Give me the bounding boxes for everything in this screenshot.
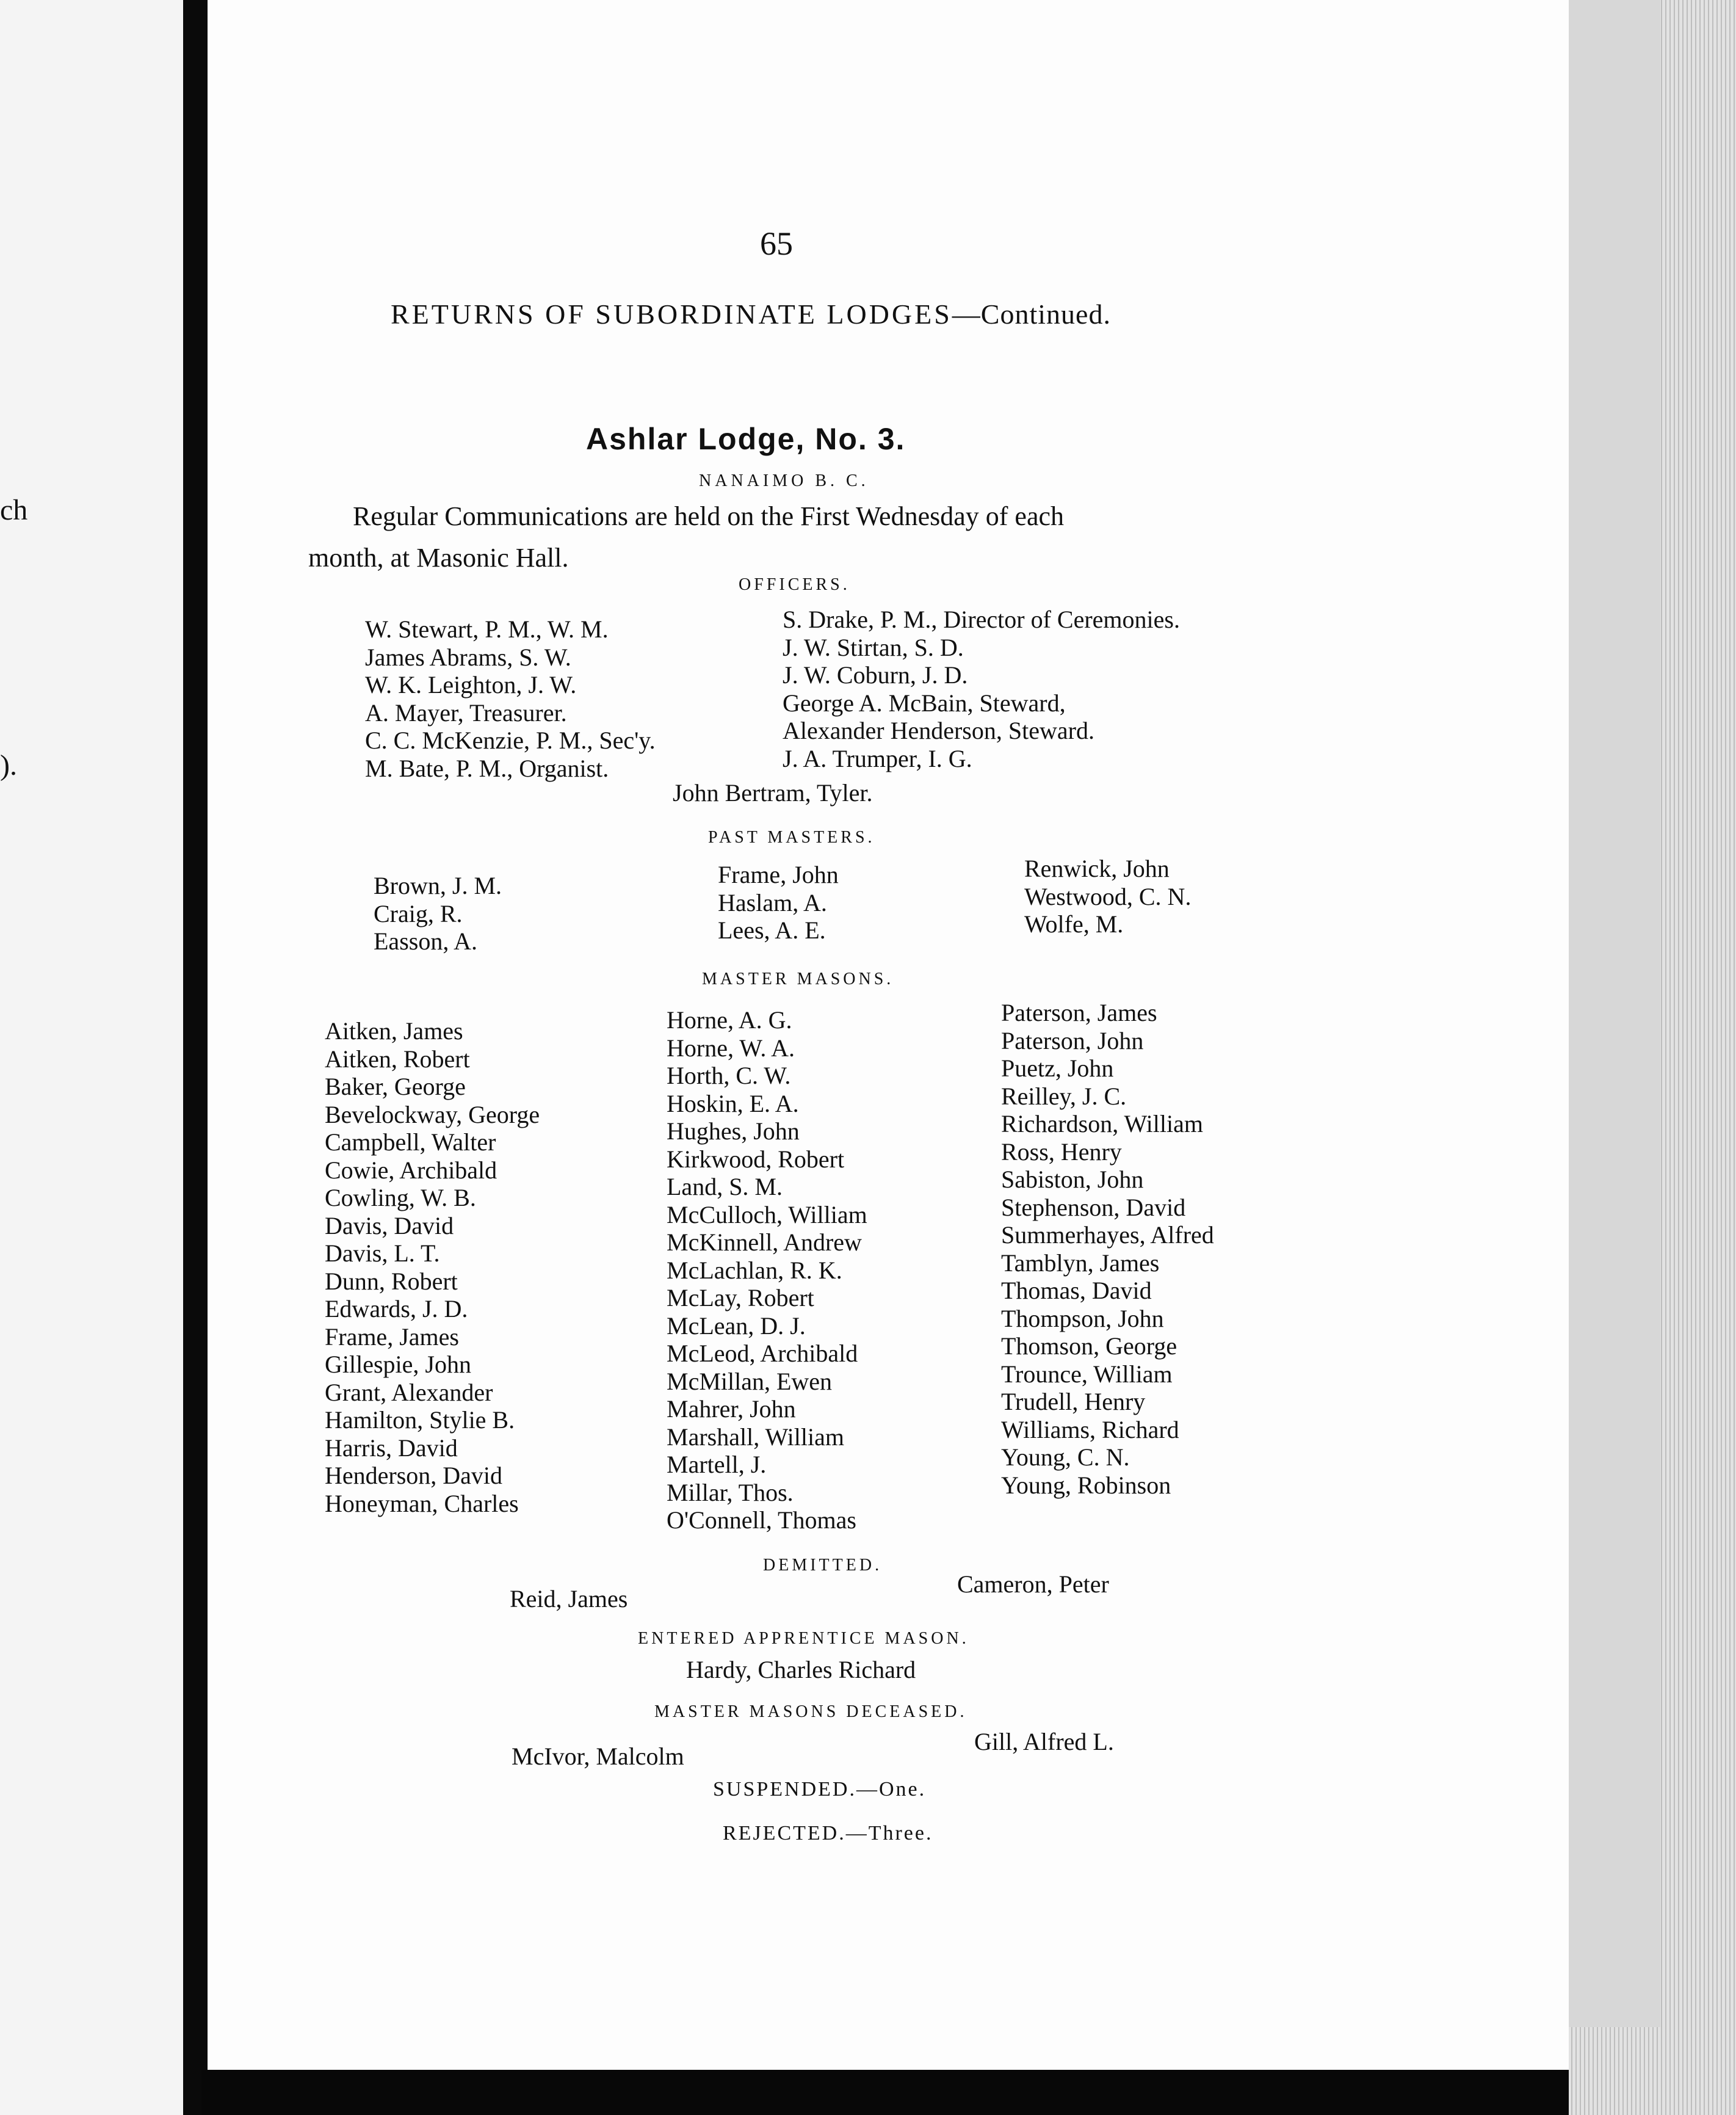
master-masons-column	[325, 1017, 540, 1517]
master-mason-name: Hamilton, Stylie B.	[325, 1406, 515, 1434]
master-mason-name: Henderson, David	[325, 1462, 503, 1489]
lodge-location: NANAIMO B. C.	[699, 471, 869, 490]
master-mason-name: Ross, Henry	[1001, 1137, 1122, 1166]
master-mason-name: Bevelockway, George	[325, 1100, 540, 1128]
left-page-fragment: ).	[0, 749, 17, 782]
entered-apprentice-heading: ENTERED APPRENTICE MASON.	[638, 1629, 969, 1648]
master-mason-name: Hoskin, E. A.	[667, 1089, 799, 1117]
master-mason-name: O'Connell, Thomas	[667, 1506, 856, 1534]
suspended-note: SUSPENDED.—One.	[713, 1778, 927, 1801]
communications-text: month, at Masonic Hall.	[308, 543, 569, 573]
master-mason-name: Cowling, W. B.	[325, 1184, 476, 1211]
officer-name: Alexander Henderson, Steward.	[783, 717, 1094, 744]
master-mason-name: McCulloch, William	[667, 1200, 867, 1228]
past-master-name: Craig, R.	[374, 899, 463, 927]
left-page-fragment: ch	[0, 494, 28, 526]
master-mason-name: McLean, D. J.	[667, 1311, 806, 1340]
master-mason-name: Paterson, John	[1001, 1026, 1144, 1054]
master-mason-name: Sabiston, John	[1001, 1166, 1144, 1193]
page-number: 65	[760, 225, 793, 262]
master-masons-heading: MASTER MASONS.	[702, 970, 894, 989]
scan-bottom-border	[201, 2070, 1569, 2115]
master-mason-name: Kirkwood, Robert	[667, 1145, 845, 1173]
demitted-name: Cameron, Peter	[957, 1570, 1109, 1598]
officer-name: S. Drake, P. M., Director of Ceremonies.	[783, 606, 1180, 633]
past-master-name: Renwick, John	[1024, 855, 1170, 882]
master-mason-name: Trudell, Henry	[1001, 1388, 1146, 1415]
master-mason-name: Summerhayes, Alfred	[1001, 1221, 1214, 1249]
master-mason-name: McMillan, Ewen	[667, 1367, 833, 1395]
officer-name: W. K. Leighton, J. W.	[365, 671, 577, 698]
master-mason-name: Baker, George	[325, 1073, 466, 1100]
master-mason-name: Tamblyn, James	[1001, 1249, 1160, 1277]
master-mason-name: Grant, Alexander	[325, 1378, 493, 1406]
officer-tyler: John Bertram, Tyler.	[673, 779, 873, 807]
master-mason-name: Honeyman, Charles	[325, 1489, 519, 1517]
past-master-name: Lees, A. E.	[718, 916, 826, 944]
master-mason-name: Campbell, Walter	[325, 1128, 496, 1156]
master-mason-name: McKinnell, Andrew	[667, 1228, 862, 1256]
officers-right-column	[783, 606, 1180, 772]
master-mason-name: Thomas, David	[1001, 1277, 1152, 1304]
master-mason-name: Land, S. M.	[667, 1173, 783, 1200]
demitted-heading: DEMITTED.	[763, 1556, 883, 1575]
master-mason-name: Horne, W. A.	[667, 1034, 795, 1062]
master-mason-name: Stephenson, David	[1001, 1193, 1186, 1221]
officers-heading: OFFICERS.	[739, 575, 850, 594]
past-master-name: Frame, John	[718, 861, 839, 888]
officer-name: M. Bate, P. M., Organist.	[365, 754, 609, 782]
running-head-main: RETURNS OF SUBORDINATE LODGES	[391, 299, 952, 330]
master-mason-name: Gillespie, John	[325, 1351, 471, 1378]
officer-name: J. A. Trumper, I. G.	[783, 744, 972, 772]
book-spine	[183, 0, 208, 2115]
officer-name: W. Stewart, P. M., W. M.	[365, 615, 609, 643]
past-master-name: Easson, A.	[374, 927, 477, 955]
page-edge-inner	[1569, 0, 1660, 2027]
officer-name: J. W. Stirtan, S. D.	[783, 633, 964, 661]
master-mason-name: Aitken, Robert	[325, 1045, 470, 1073]
master-mason-name: Young, C. N.	[1001, 1443, 1130, 1471]
past-masters-column	[718, 861, 839, 945]
master-mason-name: Davis, L. T.	[325, 1239, 440, 1267]
left-page	[0, 0, 189, 2115]
deceased-heading: MASTER MASONS DECEASED.	[654, 1702, 967, 1721]
past-master-name: Haslam, A.	[718, 888, 827, 916]
officers-left-column	[365, 615, 656, 782]
entered-apprentice-name: Hardy, Charles Richard	[686, 1656, 916, 1683]
master-mason-name: Williams, Richard	[1001, 1415, 1179, 1443]
deceased-name: McIvor, Malcolm	[512, 1743, 684, 1770]
master-mason-name: McLachlan, R. K.	[667, 1256, 842, 1284]
master-mason-name: Thompson, John	[1001, 1304, 1164, 1332]
master-mason-name: Young, Robinson	[1001, 1471, 1171, 1499]
past-masters-column	[1024, 855, 1191, 938]
master-mason-name: Reilley, J. C.	[1001, 1082, 1127, 1110]
deceased-name: Gill, Alfred L.	[974, 1728, 1114, 1755]
rejected-note: REJECTED.—Three.	[723, 1822, 933, 1845]
communications-text: Regular Communications are held on the First Wednesday of each	[353, 501, 1065, 531]
master-mason-name: Davis, David	[325, 1211, 454, 1239]
master-mason-name: Hughes, John	[667, 1117, 800, 1145]
master-mason-name: Harris, David	[325, 1434, 458, 1462]
officer-name: C. C. McKenzie, P. M., Sec'y.	[365, 727, 656, 754]
officer-name: A. Mayer, Treasurer.	[365, 698, 567, 727]
master-mason-name: McLeod, Archibald	[667, 1340, 858, 1367]
past-master-name: Brown, J. M.	[374, 872, 502, 899]
master-masons-column	[667, 1006, 867, 1534]
past-master-name: Wolfe, M.	[1024, 910, 1124, 938]
running-head	[391, 298, 1111, 330]
master-mason-name: Richardson, William	[1001, 1110, 1203, 1137]
master-mason-name: Marshall, William	[667, 1423, 844, 1451]
master-mason-name: Horth, C. W.	[667, 1062, 791, 1089]
past-master-name: Westwood, C. N.	[1024, 882, 1192, 910]
officer-name: James Abrams, S. W.	[365, 643, 571, 671]
master-mason-name: Mahrer, John	[667, 1395, 796, 1423]
demitted-name: Reid, James	[510, 1585, 628, 1613]
master-mason-name: Thomson, George	[1001, 1332, 1177, 1360]
past-masters-column	[374, 872, 502, 956]
master-mason-name: Frame, James	[325, 1322, 459, 1351]
master-mason-name: Dunn, Robert	[325, 1267, 458, 1295]
master-mason-name: Trounce, William	[1001, 1360, 1173, 1388]
master-mason-name: Millar, Thos.	[667, 1478, 794, 1506]
master-masons-column	[1001, 999, 1214, 1499]
master-mason-name: Paterson, James	[1001, 999, 1157, 1026]
master-mason-name: Horne, A. G.	[667, 1006, 792, 1034]
master-mason-name: Aitken, James	[325, 1017, 463, 1045]
master-mason-name: Puetz, John	[1001, 1054, 1114, 1082]
master-mason-name: Martell, J.	[667, 1451, 767, 1478]
master-mason-name: Cowie, Archibald	[325, 1156, 497, 1184]
running-head-continued: —Continued.	[952, 299, 1111, 330]
lodge-title: Ashlar Lodge, No. 3.	[586, 422, 906, 456]
master-mason-name: Edwards, J. D.	[325, 1295, 468, 1322]
master-mason-name: McLay, Robert	[667, 1284, 814, 1311]
officer-name: George A. McBain, Steward,	[783, 689, 1066, 717]
past-masters-heading: PAST MASTERS.	[708, 828, 875, 847]
officer-name: J. W. Coburn, J. D.	[783, 661, 968, 689]
